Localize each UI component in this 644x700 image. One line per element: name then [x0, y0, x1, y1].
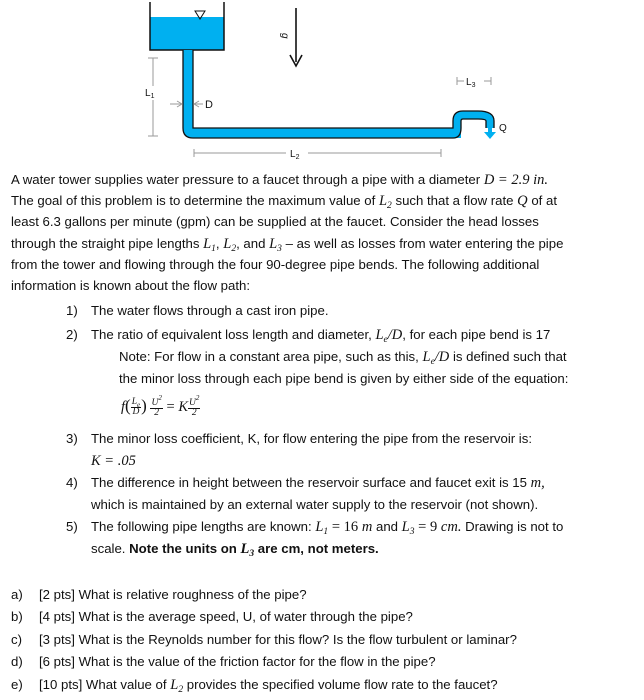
question-d-text: [6 pts] What is the value of the friction factor for the flow in the pipe? [39, 654, 436, 669]
item-3-number: 3) [66, 431, 78, 446]
label-L1: $L_1$ [145, 88, 155, 100]
question-c-letter: c) [11, 632, 22, 647]
item-2-text: The ratio of equivalent loss length and diameter, $L_e/D$, for each pipe bend is 17 [91, 327, 551, 345]
item-5-text-line-2: scale. Note the units on $L_3$ are cm, not meters. [91, 541, 379, 559]
item-3-equation: K = .05 [91, 453, 136, 469]
question-d-letter: d) [11, 654, 23, 669]
outflow-arrow-head [484, 132, 496, 139]
intro-line-6: information is known about the flow path: [11, 278, 250, 293]
label-g: g [279, 33, 290, 39]
item-2-note-line-2: the minor loss through each pipe bend is given by either side of the equation: [119, 371, 569, 386]
label-Q: Q [499, 123, 507, 134]
item-2-number: 2) [66, 327, 78, 342]
intro-line-3: least 6.3 gallons per minute (gpm) can be supplied at the faucet. Consider the head losses [11, 214, 539, 229]
question-e-letter: e) [11, 677, 23, 692]
pipe-water-vertical [183, 50, 193, 128]
question-b-letter: b) [11, 609, 23, 624]
intro-line-1: A water tower supplies water pressure to a faucet through a pipe with a diameter D = 2.9 in. [11, 172, 549, 188]
item-2-note-line-1: Note: For flow in a constant area pipe, such as this, $L_e/D$ is defined such that [119, 349, 567, 367]
item-5-text: The following pipe lengths are known: $L_1 = 16$ m and $L_3 = 9$ cm. Drawing is not to [91, 519, 564, 537]
question-e-text: [10 pts] What value of $L_2$ provides the specified volume flow rate to the faucet? [39, 677, 498, 695]
intro-line-5: from the tower and flowing through the four 90-degree pipe bends. The following additional [11, 257, 540, 272]
pipe-outline-outer [183, 50, 486, 138]
item-4-number: 4) [66, 475, 78, 490]
question-b-text: [4 pts] What is the average speed, U, of water through the pipe? [39, 609, 413, 624]
reservoir-water [150, 17, 224, 50]
water-tower-diagram [0, 0, 644, 165]
label-L2: $L_2$ [290, 149, 300, 161]
item-4-text: The difference in height between the reservoir surface and faucet exit is 15 m, [91, 475, 545, 491]
intro-line-4: through the straight pipe lengths $L_1$, $L_2$, and $L_3$ – as well as losses from water entering the pipe [11, 236, 564, 254]
item-1-number: 1) [66, 303, 78, 318]
bend-loss-equation: f( $\frac{L_e}{D}$ ) $\frac{U^2}{2}$ = K $\frac{U^2}{2}$ [121, 393, 200, 418]
intro-line-2: The goal of this problem is to determine the maximum value of $L_2$ such that a flow rate Q of at [11, 193, 557, 211]
question-a-text: [2 pts] What is relative roughness of the pipe? [39, 587, 307, 602]
pipe-outline-inner [193, 50, 494, 128]
question-c-text: [3 pts] What is the Reynolds number for this flow? Is the flow turbulent or laminar? [39, 632, 517, 647]
item-5-number: 5) [66, 519, 78, 534]
label-D: D [205, 99, 213, 111]
item-1-text: The water flows through a cast iron pipe. [91, 303, 329, 318]
pipe-water-horizontal [193, 128, 453, 138]
item-4-text-line-2: which is maintained by an external water supply to the reservoir (not shown). [91, 497, 539, 512]
label-L3: $L_3$ [466, 77, 476, 89]
question-a-letter: a) [11, 587, 23, 602]
item-3-text: The minor loss coefficient, K, for flow entering the pipe from the reservoir is: [91, 431, 532, 446]
